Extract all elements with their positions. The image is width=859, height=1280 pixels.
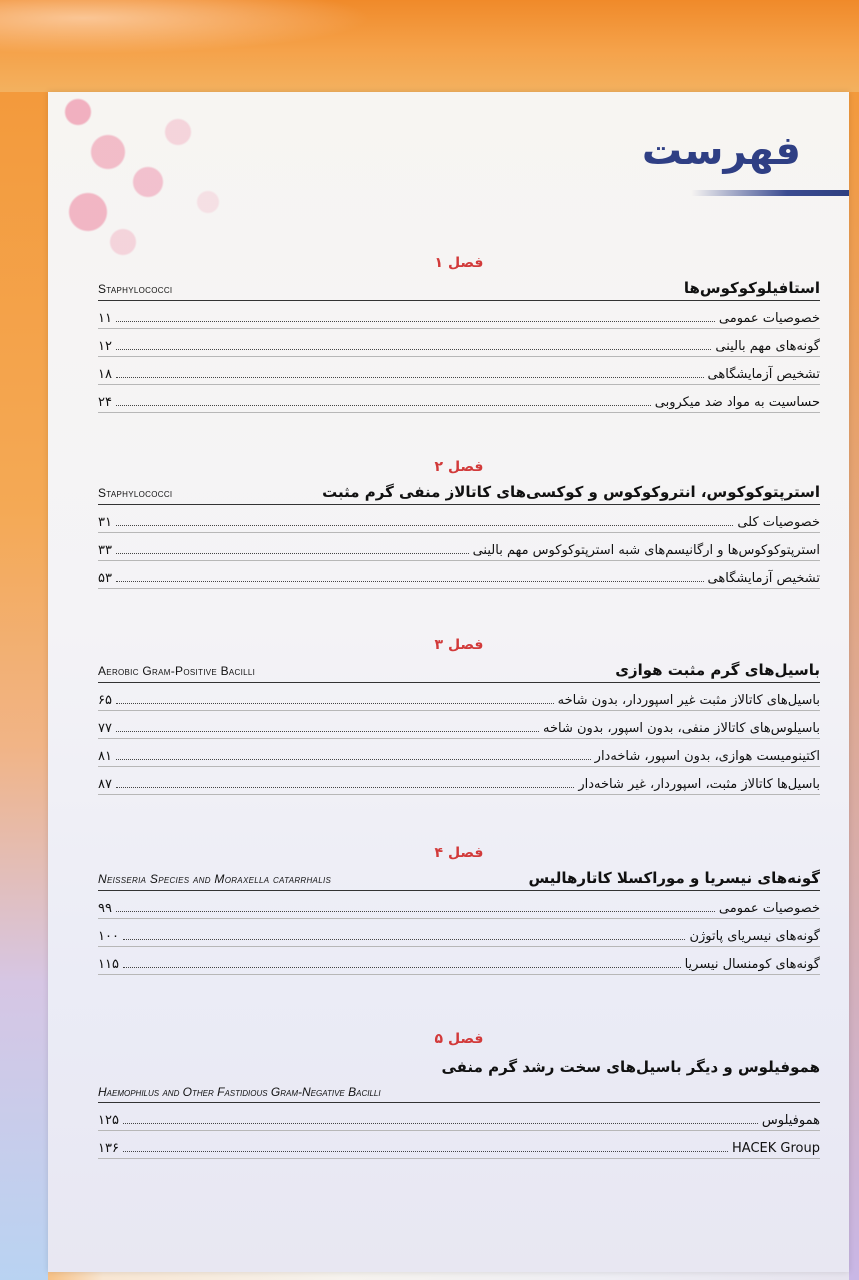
toc-entry[interactable] bbox=[98, 683, 820, 711]
chapter-2 bbox=[98, 456, 820, 589]
chapter-4 bbox=[98, 842, 820, 975]
dot-leader bbox=[116, 321, 715, 322]
entry-page-number: ۱۰۰ bbox=[98, 929, 119, 944]
dot-leader bbox=[116, 581, 704, 582]
toc-entry[interactable] bbox=[98, 891, 820, 919]
dot-leader bbox=[116, 731, 539, 732]
page-title: فهرست bbox=[641, 128, 801, 174]
chapter-label: فصل ۵ bbox=[434, 1031, 484, 1047]
top-decorative-band bbox=[0, 0, 859, 92]
entry-label: اکتینومیست هوازی، بدون اسپور، شاخه‌دار bbox=[594, 749, 820, 764]
toc-entry[interactable] bbox=[98, 505, 820, 533]
entry-page-number: ۶۵ bbox=[98, 693, 112, 708]
chapter-5 bbox=[98, 1028, 820, 1159]
dot-leader bbox=[116, 377, 704, 378]
chapter-heading bbox=[98, 864, 820, 891]
chapter-1 bbox=[98, 252, 820, 413]
chapter-heading bbox=[98, 1050, 820, 1082]
dot-leader bbox=[123, 1151, 728, 1152]
right-decorative-strip bbox=[849, 92, 859, 1280]
chapter-title-en: Haemophilus and Other Fastidious Gram-Negative Bacilli bbox=[98, 1082, 820, 1103]
entry-label: استرپتوکوکوس‌ها و ارگانیسم‌های شبه استرپتوکوکوس مهم بالینی bbox=[472, 543, 820, 558]
chapter-heading bbox=[98, 478, 820, 505]
toc-entry[interactable] bbox=[98, 767, 820, 795]
entry-label: گونه‌های کومنسال نیسریا bbox=[684, 957, 820, 972]
dot-leader bbox=[116, 759, 591, 760]
entry-label: حساسیت به مواد ضد میکروبی bbox=[654, 395, 820, 410]
contents-page bbox=[48, 92, 849, 1272]
entry-label: گونه‌های نیسریای پاتوژن bbox=[689, 929, 820, 944]
toc-entry[interactable] bbox=[98, 919, 820, 947]
chapter-label: فصل ۴ bbox=[434, 845, 484, 861]
toc-entry[interactable] bbox=[98, 947, 820, 975]
toc-entry[interactable] bbox=[98, 1131, 820, 1159]
chapter-title-fa: استرپتوکوکوس، انتروکوکوس و کوکسی‌های کاتالاز منفی گرم مثبت bbox=[322, 483, 820, 501]
entry-page-number: ۳۳ bbox=[98, 543, 112, 558]
chapter-title-fa: گونه‌های نیسریا و موراکسلا کاتارهالیس bbox=[528, 869, 820, 887]
entry-page-number: ۱۳۶ bbox=[98, 1141, 119, 1156]
chapter-title-en: Neisseria Species and Moraxella catarrhalis bbox=[98, 872, 332, 886]
toc-entry[interactable] bbox=[98, 301, 820, 329]
chapter-title-en: Staphylococci bbox=[98, 486, 173, 500]
chapter-title-fa: هموفیلوس و دیگر باسیل‌های سخت رشد گرم منفی bbox=[441, 1058, 820, 1076]
toc-entry[interactable] bbox=[98, 533, 820, 561]
toc-entry[interactable] bbox=[98, 385, 820, 413]
toc-entry[interactable] bbox=[98, 711, 820, 739]
chapter-label: فصل ۱ bbox=[434, 255, 484, 271]
chapter-title-en: Aerobic Gram-Positive Bacilli bbox=[98, 664, 256, 678]
dot-leader bbox=[123, 1123, 758, 1124]
entry-label: هموفیلوس bbox=[761, 1113, 820, 1128]
toc-entry[interactable] bbox=[98, 357, 820, 385]
entry-page-number: ۸۷ bbox=[98, 777, 112, 792]
dot-leader bbox=[116, 787, 574, 788]
entry-page-number: ۱۲۵ bbox=[98, 1113, 119, 1128]
entry-label: تشخیص آزمایشگاهی bbox=[707, 571, 820, 586]
dot-leader bbox=[116, 349, 711, 350]
entry-page-number: ۱۲ bbox=[98, 339, 112, 354]
entry-page-number: ۷۷ bbox=[98, 721, 112, 736]
entry-label: خصوصیات عمومی bbox=[718, 311, 820, 326]
dot-leader bbox=[116, 525, 733, 526]
toc-entry[interactable] bbox=[98, 329, 820, 357]
toc-entry[interactable] bbox=[98, 561, 820, 589]
chapter-title-en: Staphylococci bbox=[98, 282, 173, 296]
dot-leader bbox=[123, 967, 681, 968]
entry-page-number: ۸۱ bbox=[98, 749, 112, 764]
entry-label: تشخیص آزمایشگاهی bbox=[707, 367, 820, 382]
dot-leader bbox=[123, 939, 685, 940]
chapter-title-fa: استافیلوکوکوس‌ها bbox=[683, 279, 820, 297]
toc-entry[interactable] bbox=[98, 739, 820, 767]
entry-page-number: ۹۹ bbox=[98, 901, 112, 916]
entry-label: باسیل‌ها کاتالاز مثبت، اسپوردار، غیر شاخه‌دار bbox=[578, 777, 820, 792]
entry-page-number: ۵۳ bbox=[98, 571, 112, 586]
dot-leader bbox=[116, 553, 469, 554]
entry-page-number: ۳۱ bbox=[98, 515, 112, 530]
chapter-label: فصل ۳ bbox=[434, 637, 484, 653]
entry-page-number: ۲۴ bbox=[98, 395, 112, 410]
chapter-label: فصل ۲ bbox=[434, 459, 484, 475]
left-decorative-strip bbox=[0, 92, 48, 1280]
chapter-title-fa: باسیل‌های گرم مثبت هوازی bbox=[615, 661, 820, 679]
entry-label: گونه‌های مهم بالینی bbox=[715, 339, 820, 354]
entry-page-number: ۱۱۵ bbox=[98, 957, 119, 972]
dot-leader bbox=[116, 911, 715, 912]
entry-label: خصوصیات کلی bbox=[737, 515, 820, 530]
entry-page-number: ۱۱ bbox=[98, 311, 112, 326]
entry-label: خصوصیات عمومی bbox=[718, 901, 820, 916]
toc-entry[interactable] bbox=[98, 1103, 820, 1131]
chapter-heading bbox=[98, 656, 820, 683]
dot-leader bbox=[116, 703, 554, 704]
chapter-3 bbox=[98, 634, 820, 795]
entry-label: باسیل‌های کاتالاز مثبت غیر اسپوردار، بدون شاخه bbox=[557, 693, 820, 708]
entry-label: باسیلوس‌های کاتالاز منفی، بدون اسپور، بدون شاخه bbox=[543, 721, 820, 736]
chapter-heading bbox=[98, 274, 820, 301]
entry-label: HACEK Group bbox=[732, 1141, 820, 1156]
dot-leader bbox=[116, 405, 651, 406]
entry-page-number: ۱۸ bbox=[98, 367, 112, 382]
title-accent-bar bbox=[691, 190, 849, 196]
